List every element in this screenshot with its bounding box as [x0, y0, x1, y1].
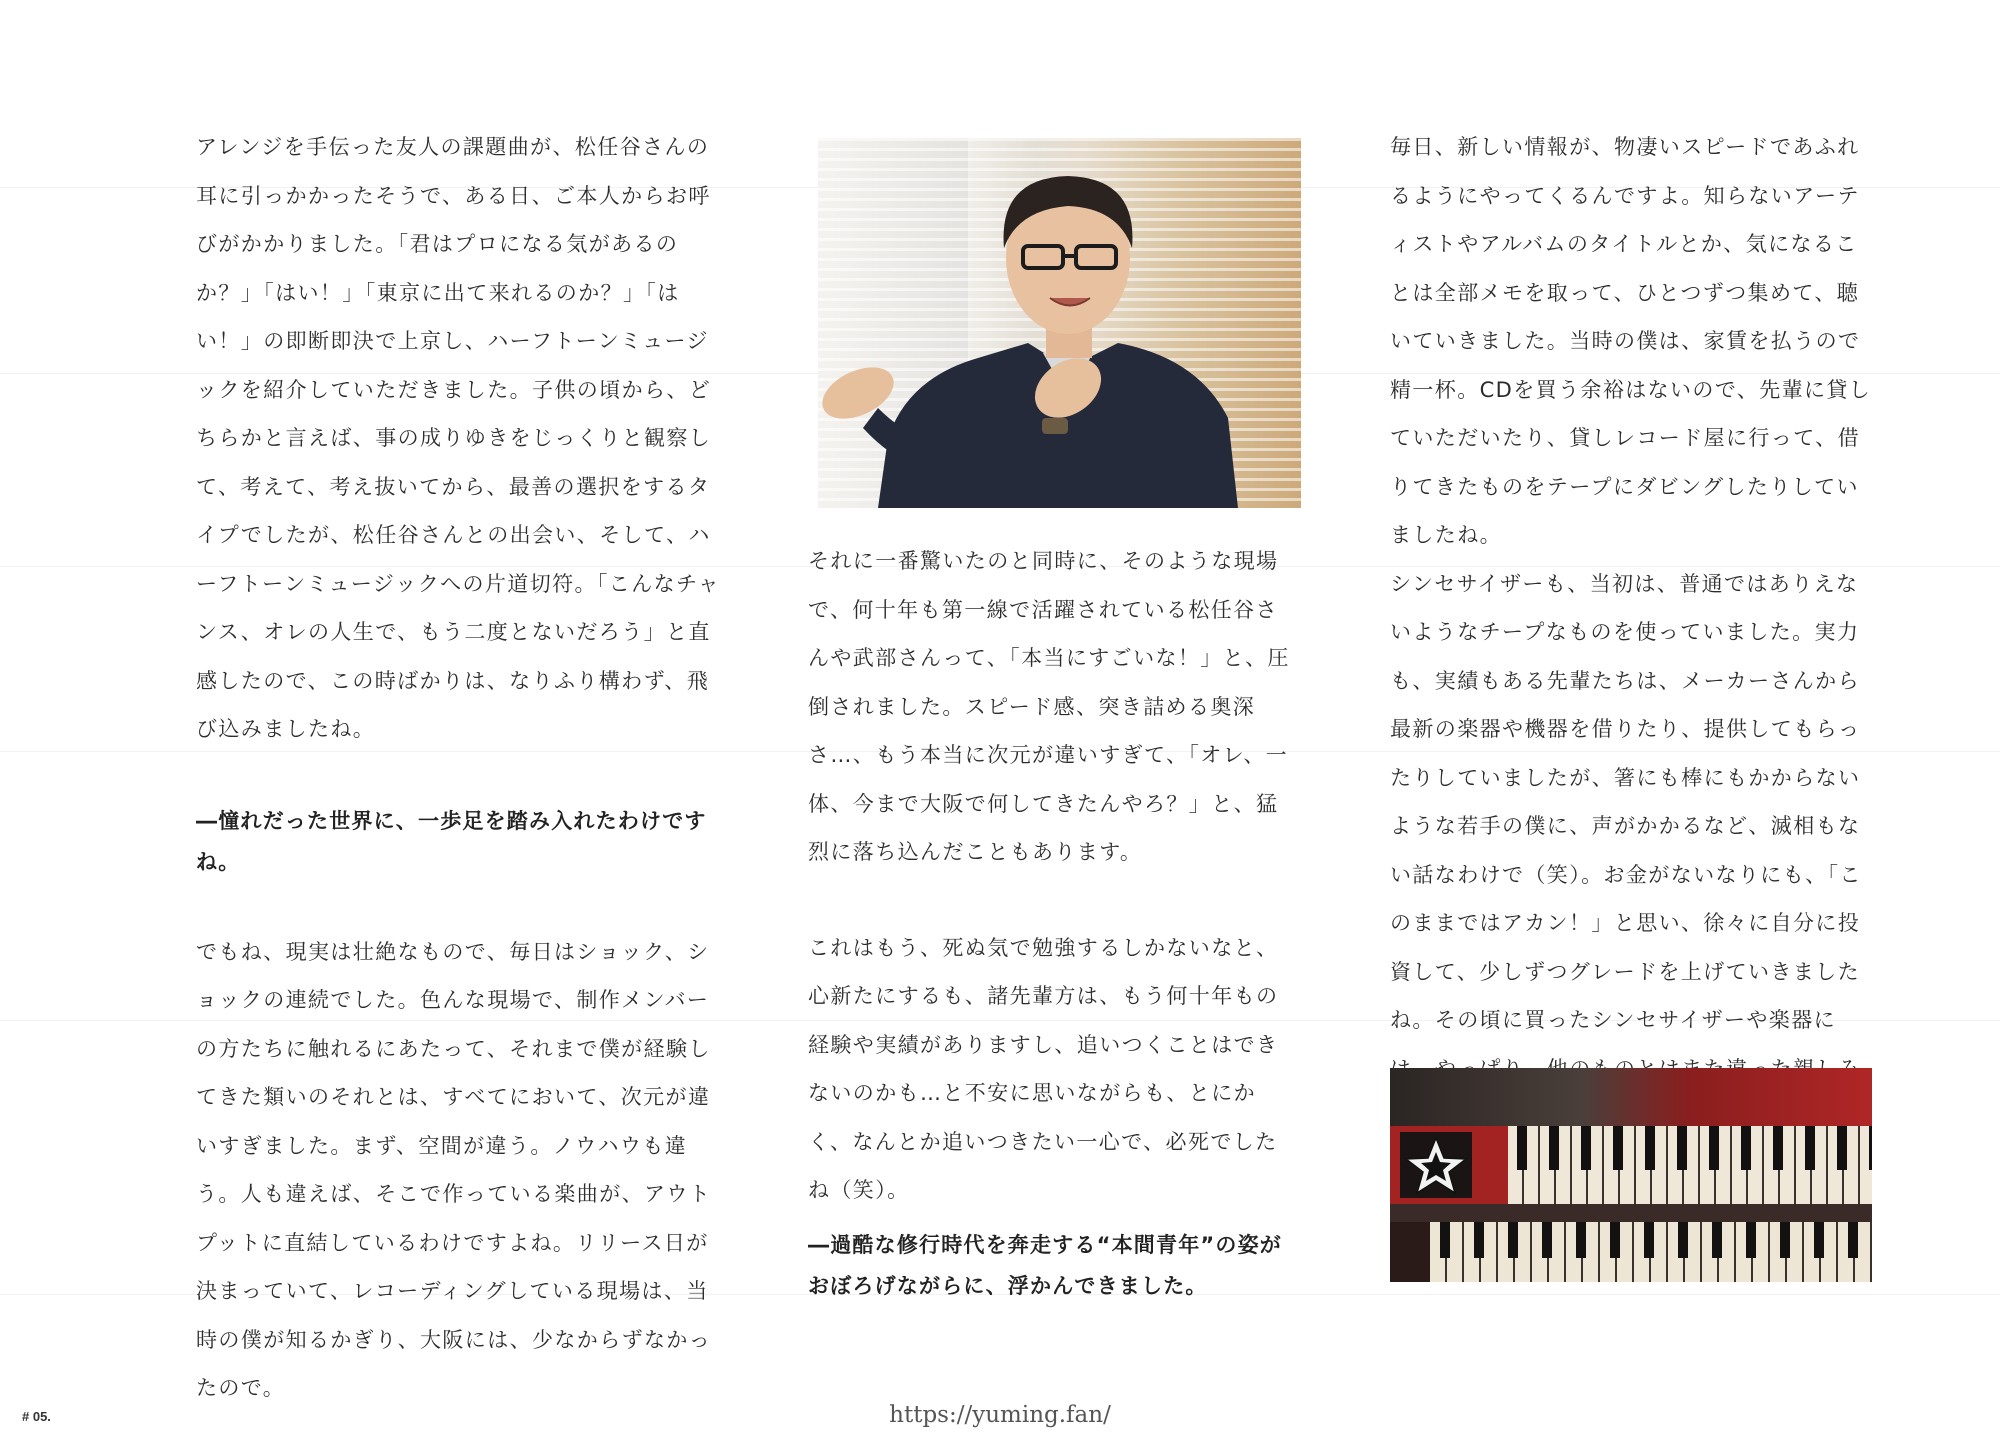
body-paragraph: アレンジを手伝った友人の課題曲が、松任谷さんの耳に引っかかったそうで、ある日、ご本人からお呼びがかかりました。「君はプロになる気があるのか？」「はい！」「東京に出て来れるのか？」「はい！」の即断即決で上京し、ハーフトーンミュージックを紹介していただきました。子供の頃から、どちらかと言えば、事の成りゆきをじっくりと観察して、考えて、考え抜いてから、最善の選択をするタイプでしたが、松任谷さんとの出会い、そして、ハーフトーンミュージックへの片道切符。「こんなチャンス、オレの人生で、もう二度とないだろう」と直感したので、この時ばかりは、なりふり構わず、飛び込みましたね。	[196, 135, 721, 741]
synthesizer-keyboard-photo	[1390, 1068, 1872, 1282]
body-paragraph: シンセサイザーも、当初は、普通ではありえないようなチープなものを使っていました。実力も、実績もある先輩たちは、メーカーさんから最新の楽器や機器を借りたり、提供してもらったりしていましたが、箸にも棒にもかからないような若手の僕に、声がかかるなど、滅相もない話なわけで（笑）。お金がないなりにも、「このままではアカン！」と思い、徐々に自分に投資して、少しずつグレードを上げていきましたね。その頃に買ったシンセサイザーや楽器に	[1390, 571, 1862, 1032]
interview-portrait-photo	[818, 138, 1301, 508]
interviewer-question: ―憧れだった世界に、一歩足を踏み入れたわけですね。	[196, 808, 707, 874]
body-paragraph: 毎日、新しい情報が、物凄いスピードであふれるようにやってくるんですよ。知らないアーティストやアルバムのタイトルとか、気になることは全部メモを取って、ひとつずつ集めて、聴いていきました。当時の僕は、家賃を払うので精一杯。CDを買う余裕はないので、先輩に貸していただいたり、貸しレコード屋に行って、借りてきたものをテープにダビングしたりしていましたね。	[1390, 135, 1872, 547]
star-logo-icon	[1400, 1132, 1472, 1198]
text-column-left	[196, 123, 724, 1413]
page-number: # 05.	[22, 1409, 51, 1424]
body-paragraph: それに一番驚いたのと同時に、そのような現場で、何十年も第一線で活躍されている松任谷さんや武部さんって、「本当にすごいな！」と、圧倒されました。スピード感、突き詰める奥深さ…、もう本当に次元が違いすぎて、「オレ、一体、今まで大阪で何してきたんやろ？」と、猛烈に落ち込んだこともあります。	[808, 549, 1290, 864]
watermark-url: https://yuming.fan/	[889, 1402, 1111, 1428]
body-paragraph: でもね、現実は壮絶なもので、毎日はショック、ショックの連続でした。色んな現場で、制作メンバーの方たちに触れるにあたって、それまで僕が経験してきた類いのそれとは、すべてにおいて、次元が違いすぎました。まず、空間が違う。ノウハウも違う。人も違えば、そこで作っている楽曲が、アウトプットに直結しているわけですよね。リリース日が決まっていて、レコーディングしている現場は、当時の僕が知るかぎり、大阪には、少なからずなかったので。	[196, 939, 712, 1400]
interviewer-question: ―過酷な修行時代を奔走する“本間青年”の姿がおぼろげながらに、浮かんできました。	[808, 1232, 1283, 1298]
text-column-middle	[808, 537, 1298, 1307]
body-paragraph: これはもう、死ぬ気で勉強するしかないなと、心新たにするも、諸先輩方は、もう何十年もの経験や実績がありますし、追いつくことはできないのかも…と不安に思いながらも、とにかく、なんとか追いつきたい一心で、必死でしたね（笑）。	[808, 935, 1279, 1202]
text-column-right	[1390, 123, 1880, 1142]
